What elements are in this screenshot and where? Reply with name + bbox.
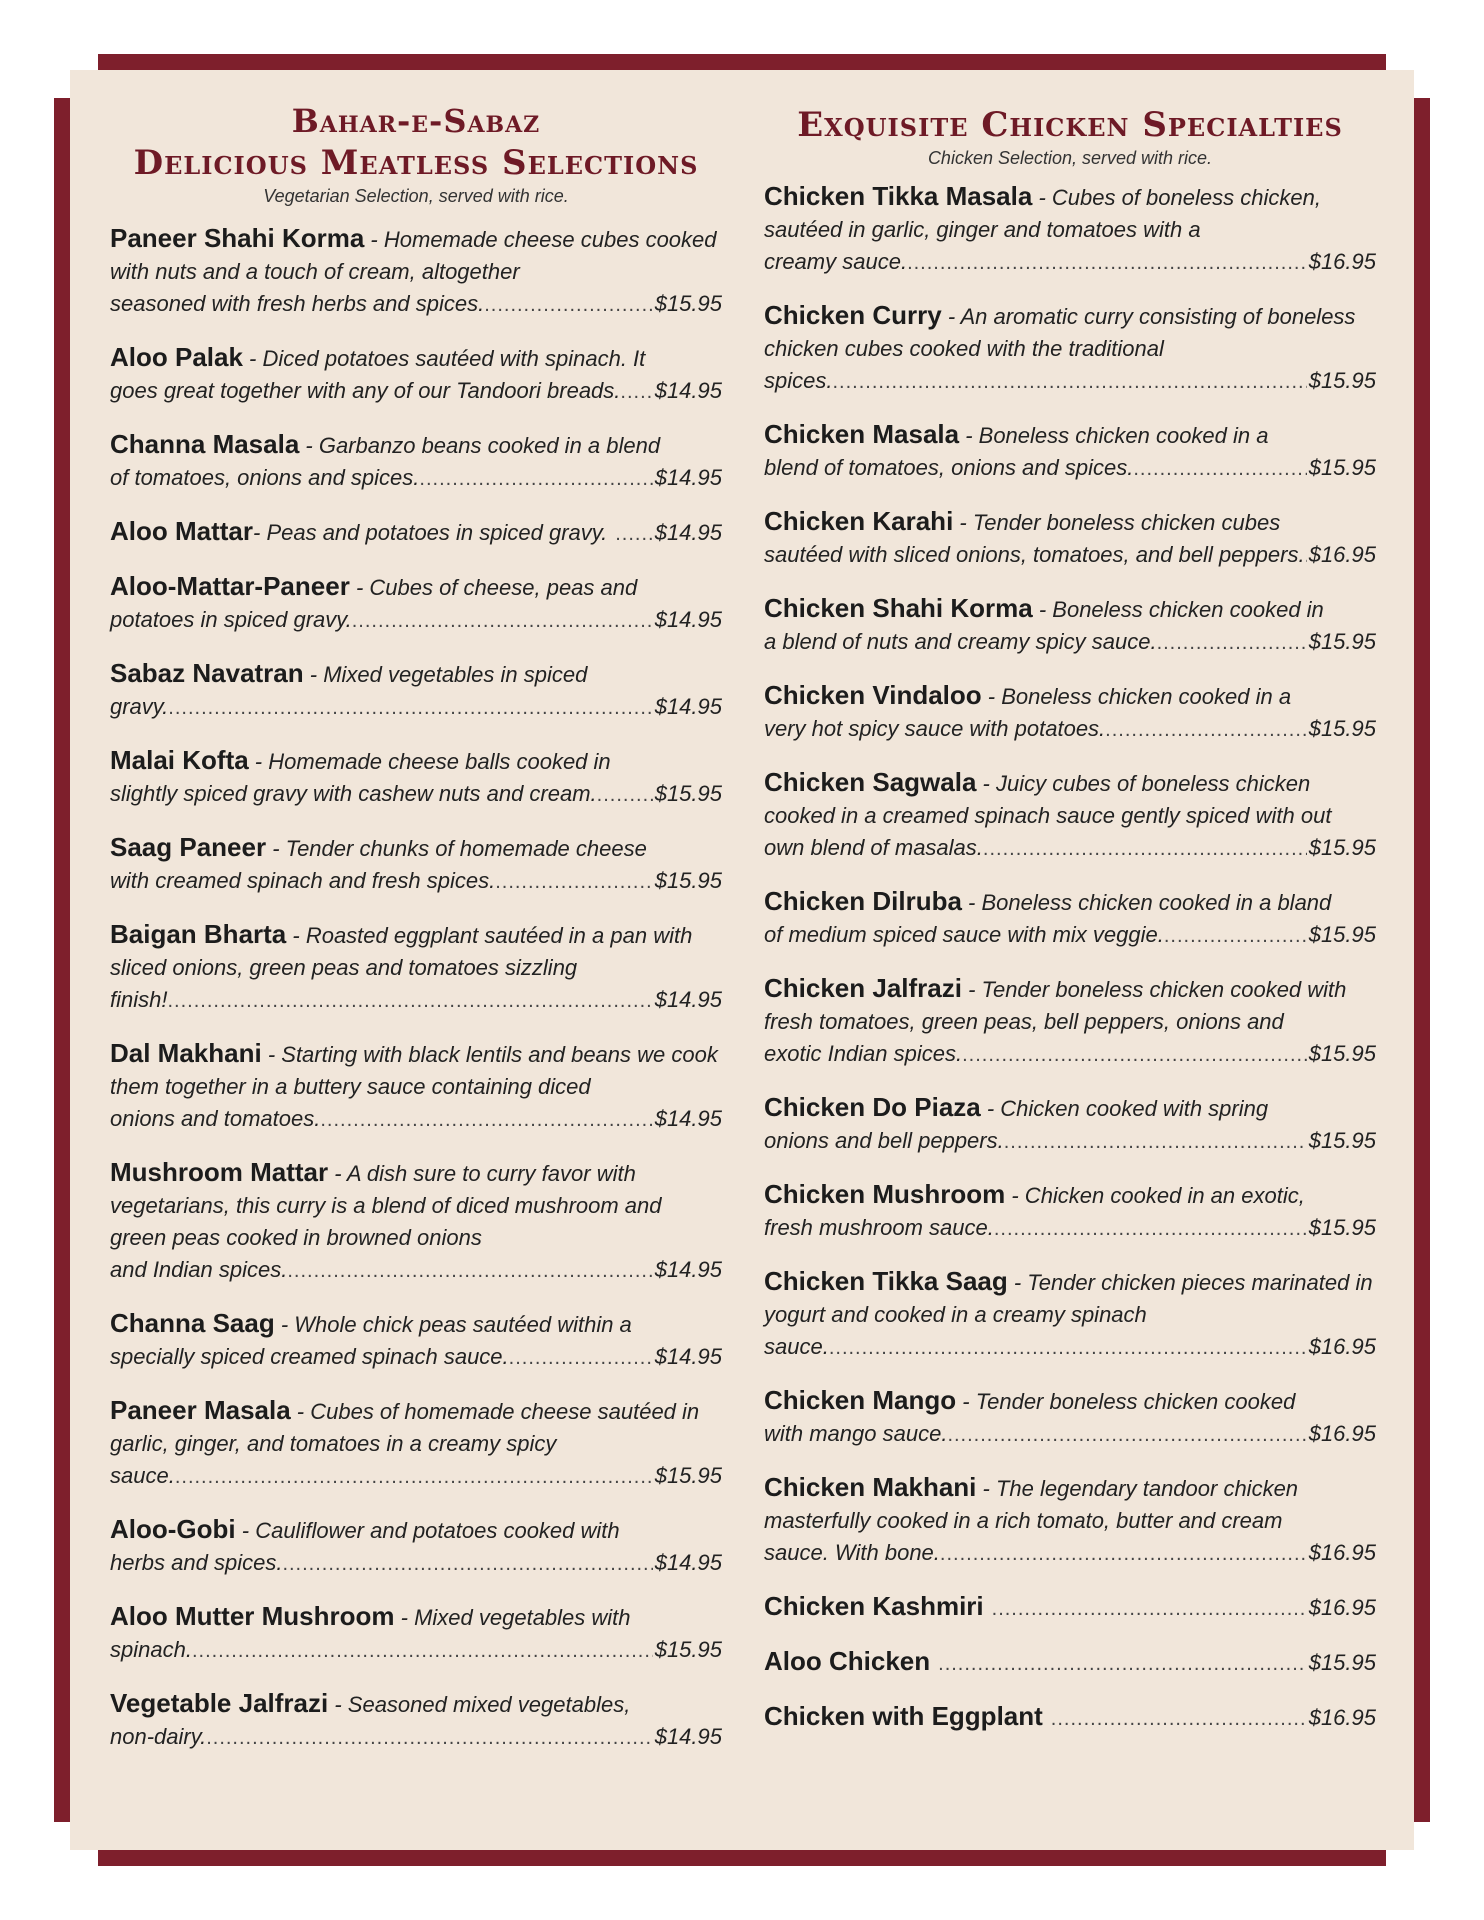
section-title: Exquisite Chicken Specialties [797, 105, 1343, 145]
dot-leader [1164, 920, 1307, 952]
menu-item-description: fresh mushroom sauce. [764, 1215, 994, 1240]
menu-item [110, 222, 722, 321]
menu-item-price: $16.95 [1308, 1705, 1376, 1730]
dot-leader [983, 833, 1307, 865]
menu-item-price: $14.95 [654, 1724, 722, 1749]
menu-item-price: $16.95 [1308, 249, 1376, 274]
menu-item-name: Aloo Mutter Mushroom [110, 1601, 395, 1631]
menu-item-description: - Boneless chicken cooked in a [959, 423, 1269, 448]
dot-leader [938, 1648, 1307, 1680]
dot-leader [620, 376, 652, 408]
menu-item-name: Baigan Bharta [110, 919, 287, 949]
menu-item-price: $15.95 [654, 781, 722, 806]
menu-item-description: - Mixed vegetables with [394, 1605, 631, 1630]
menu-item-description: - An aromatic curry consisting of boneless chicken cubes cooked with the traditional [764, 304, 1356, 361]
menu-item-description: sauce. With bone. [764, 1540, 940, 1565]
menu-item-description: - Cubes of cheese, peas and [349, 575, 638, 600]
menu-item-description: sauce. [764, 1334, 829, 1359]
menu-item-description: - Chicken cooked in an exotic, [1005, 1183, 1305, 1208]
menu-item-price: $14.95 [654, 520, 722, 545]
menu-item-description: gravy. [110, 694, 169, 719]
menu-item [110, 570, 722, 637]
dot-leader [484, 289, 652, 321]
menu-item-description: - Homemade cheese cubes cooked with nuts and a touch of cream, altogether [110, 227, 717, 284]
menu-item [110, 428, 722, 495]
dot-leader [168, 692, 652, 724]
dot-leader [495, 866, 653, 898]
section-title: Bahar-e-Sabaz [291, 102, 541, 140]
menu-item-description: potatoes in spiced gravy. [110, 607, 352, 632]
menu-item-description: - The legendary tandoor chicken masterfully cooked in a rich tomato, butter and cream [764, 1476, 1299, 1533]
menu-item-price: $15.95 [1308, 368, 1376, 393]
menu-item-price: $15.95 [1308, 629, 1376, 654]
dot-leader [940, 1538, 1307, 1570]
menu-item-description: - Tender chunks of homemade cheese [266, 836, 647, 861]
dot-leader [829, 1332, 1307, 1364]
menu-item-price: $15.95 [1308, 1650, 1376, 1675]
menu-item-name: Chicken Mango [764, 1385, 957, 1415]
menu-item-price: $15.95 [1308, 1215, 1376, 1240]
dot-leader [419, 463, 652, 495]
menu-item-description: of tomatoes, onions and spices. [110, 465, 420, 490]
menu-item [110, 1156, 722, 1287]
menu-item-price: $15.95 [1308, 1128, 1376, 1153]
menu-item-description: with creamed spinach and fresh spices. [110, 868, 496, 893]
dot-leader [175, 1461, 653, 1493]
menu-item [110, 1307, 722, 1374]
menu-item-price: $14.95 [654, 1344, 722, 1369]
menu-item [110, 918, 722, 1017]
menu-item-name: Chicken Vindaloo [764, 680, 982, 710]
menu-item [764, 1091, 1376, 1158]
menu-item-price: $15.95 [1308, 455, 1376, 480]
dot-leader [615, 518, 652, 550]
menu-item-name: Chicken Sagwala [764, 767, 977, 797]
menu-item-name: Chicken Shahi Korma [764, 593, 1033, 623]
menu-item-price: $15.95 [654, 291, 722, 316]
menu-item-name: Chicken Tikka Masala [764, 181, 1033, 211]
menu-item [110, 744, 722, 811]
menu-item-description: - Mixed vegetables in spiced [303, 662, 588, 687]
menu-item-name: Aloo-Gobi [110, 1514, 236, 1544]
menu-item-price: $14.95 [654, 607, 722, 632]
menu-item-description: - Cubes of homemade cheese sautéed in garlic, ginger, and tomatoes in a creamy spicy [110, 1399, 700, 1456]
menu-item-list [110, 222, 722, 1754]
menu-item-price: $16.95 [1308, 1334, 1376, 1359]
dot-leader [1157, 627, 1307, 659]
menu-item-description: - Cubes of boneless chicken, sautéed in garlic, ginger and tomatoes with a [764, 185, 1321, 242]
menu-item [110, 1687, 722, 1754]
menu-item-price: $15.95 [654, 1637, 722, 1662]
menu-item [764, 592, 1376, 659]
menu-item-price: $14.95 [654, 1106, 722, 1131]
menu-item-description: - Garbanzo beans cooked in a blend [299, 433, 661, 458]
menu-item-description: own blend of masalas. [764, 835, 983, 860]
menu-item-description: goes great together with any of our Tandoori breads. [110, 378, 621, 403]
menu-item [764, 766, 1376, 865]
menu-item [764, 1178, 1376, 1245]
dot-leader [167, 985, 652, 1017]
menu-item-description: sauce. [110, 1463, 175, 1488]
dot-leader [192, 1635, 653, 1667]
menu-item-price: $14.95 [654, 694, 722, 719]
menu-item-name: Dal Makhani [110, 1038, 262, 1068]
menu-item-description: spices. [764, 368, 833, 393]
menu-item-description: a blend of nuts and creamy spicy sauce. [764, 629, 1157, 654]
menu-item-description: non-dairy. [110, 1724, 207, 1749]
menu-item-name: Chicken Karahi [764, 506, 954, 536]
menu-item [764, 1590, 1376, 1625]
menu-item-price: $16.95 [1308, 1540, 1376, 1565]
menu-item-name: Chicken with Eggplant [764, 1701, 1043, 1731]
menu-item-name: Sabaz Navatran [110, 658, 304, 688]
dot-leader [206, 1722, 653, 1754]
vegetarian-section [110, 100, 722, 1774]
menu-item-description: - Peas and potatoes in spiced gravy. [253, 520, 608, 545]
menu-item-name: Channa Saag [110, 1308, 275, 1338]
menu-item-description: slightly spiced gravy with cashew nuts and cream. [110, 781, 597, 806]
dot-leader [832, 366, 1306, 398]
menu-item-name: Chicken Do Piaza [764, 1092, 981, 1122]
menu-item-description: - Juicy cubes of boneless chicken cooked in a creamed spinach sauce gently spiced with out [764, 771, 1332, 828]
menu-item-name: Chicken Kashmiri [764, 1591, 984, 1621]
dot-leader [962, 1039, 1307, 1071]
menu-item-list [764, 180, 1376, 1735]
menu-item [764, 299, 1376, 398]
menu-item-price: $16.95 [1308, 1421, 1376, 1446]
menu-item-description: - Roasted eggplant sautéed in a pan with sliced onions, green peas and tomatoes sizzling [110, 923, 693, 980]
menu-item-description: with mango sauce. [764, 1421, 948, 1446]
dot-leader [352, 605, 653, 637]
menu-item-name: Paneer Shahi Korma [110, 223, 365, 253]
menu-item-description: - Tender boneless chicken cubes [953, 510, 1281, 535]
menu-item [110, 1600, 722, 1667]
dot-leader [597, 779, 653, 811]
menu-item-name: Chicken Jalfrazi [764, 973, 962, 1003]
menu-item [764, 1700, 1376, 1735]
menu-item-description: - Tender boneless chicken cooked [956, 1389, 1296, 1414]
menu-item-price: $15.95 [654, 868, 722, 893]
dot-leader [282, 1548, 652, 1580]
menu-item [764, 418, 1376, 485]
menu-item-description: - Tender boneless chicken cooked with fresh tomatoes, green peas, bell peppers, onions and [764, 977, 1347, 1034]
menu-item [110, 1513, 722, 1580]
menu-item [764, 1265, 1376, 1364]
menu-item-description: sautéed with sliced onions, tomatoes, and bell peppers. [764, 542, 1305, 567]
menu-item [110, 657, 722, 724]
menu-item-description: very hot spicy sauce with potatoes. [764, 716, 1106, 741]
dot-leader [1133, 453, 1306, 485]
menu-item-price: $15.95 [1308, 922, 1376, 947]
dot-leader [947, 1419, 1306, 1451]
menu-item-description: of medium spiced sauce with mix veggie. [764, 922, 1164, 947]
menu-item-name: Chicken Mushroom [764, 1179, 1006, 1209]
menu-item-price: $15.95 [654, 1463, 722, 1488]
menu-item [110, 1394, 722, 1493]
menu-item-description: exotic Indian spices. [764, 1041, 963, 1066]
menu-item-description: - Boneless chicken cooked in a [981, 684, 1292, 709]
menu-item-price: $14.95 [654, 1550, 722, 1575]
menu-item [764, 1645, 1376, 1680]
menu-item-name: Chicken Masala [764, 419, 960, 449]
menu-item-description: spinach. [110, 1637, 192, 1662]
menu-item [110, 831, 722, 898]
menu-item-price: $16.95 [1308, 1595, 1376, 1620]
menu-item-description: - Chicken cooked with spring [980, 1096, 1269, 1121]
menu-item-price: $15.95 [1308, 716, 1376, 741]
menu-item-description: onions and tomatoes. [110, 1106, 321, 1131]
menu-item-price: $14.95 [654, 987, 722, 1012]
section-title: Delicious Meatless Selections [133, 143, 699, 183]
menu-item-price: $16.95 [1308, 542, 1376, 567]
menu-item-description: - Boneless chicken cooked in a bland [961, 890, 1332, 915]
dot-leader [907, 247, 1307, 279]
menu-item-name: Mushroom Mattar [110, 1157, 329, 1187]
menu-item-description: blend of tomatoes, onions and spices. [764, 455, 1134, 480]
menu-item-description: specially spiced creamed spinach sauce. [110, 1344, 509, 1369]
menu-item [764, 1471, 1376, 1570]
dot-leader [992, 1593, 1307, 1625]
menu-item-description: - Homemade cheese balls cooked in [248, 749, 611, 774]
menu-item-name: Chicken Tikka Saag [764, 1266, 1008, 1296]
dot-leader [320, 1104, 652, 1136]
menu-item [764, 885, 1376, 952]
dot-leader [509, 1342, 653, 1374]
menu-item-name: Paneer Masala [110, 1395, 291, 1425]
menu-item-name: Chicken Makhani [764, 1472, 977, 1502]
menu-item-price: $14.95 [654, 1257, 722, 1282]
menu-item-description: finish! [110, 987, 168, 1012]
menu-item-description: - Seasoned mixed vegetables, [328, 1692, 631, 1717]
menu-item-description: - Cauliflower and potatoes cooked with [235, 1518, 620, 1543]
menu-item-description: creamy sauce. [764, 249, 908, 274]
dot-leader [1105, 714, 1307, 746]
menu-item [764, 1384, 1376, 1451]
menu-item-description: - Whole chick peas sautéed within a [274, 1312, 632, 1337]
menu-item-description: herbs and spices. [110, 1550, 283, 1575]
menu-item-description: - A dish sure to curry favor with vegetarians, this curry is a blend of diced mushroom and green peas cooked in browned onions [110, 1161, 662, 1250]
menu-item [110, 515, 722, 550]
menu-item [764, 972, 1376, 1071]
menu-item-description: onions and bell peppers. [764, 1128, 1004, 1153]
menu-item-description: and Indian spices. [110, 1257, 288, 1282]
section-subtitle: Vegetarian Selection, served with rice. [263, 186, 569, 206]
menu-item-name: Aloo Mattar [110, 516, 253, 546]
menu-item-name: Chicken Dilruba [764, 886, 962, 916]
dot-leader [1004, 1126, 1307, 1158]
menu-item-description: seasoned with fresh herbs and spices. [110, 291, 485, 316]
menu-item-name: Channa Masala [110, 429, 300, 459]
menu-item-name: Vegetable Jalfrazi [110, 1688, 329, 1718]
menu-item-name: Aloo-Mattar-Paneer [110, 571, 350, 601]
menu-item [764, 180, 1376, 279]
menu-item [110, 341, 722, 408]
menu-item-name: Saag Paneer [110, 832, 267, 862]
menu-item-description: - Starting with black lentils and beans we cook them together in a buttery sauce containing diced [110, 1042, 718, 1099]
menu-item-price: $14.95 [654, 465, 722, 490]
menu-item [764, 679, 1376, 746]
menu-item-name: Chicken Curry [764, 300, 942, 330]
menu-item-description: - Boneless chicken cooked in [1032, 597, 1324, 622]
dot-leader [287, 1255, 652, 1287]
menu-item-description: - Tender chicken pieces marinated in yogurt and cooked in a creamy spinach [764, 1270, 1373, 1327]
dot-leader [1051, 1703, 1307, 1735]
menu-item-description: - Diced potatoes sautéed with spinach. It [242, 346, 646, 371]
menu-item [110, 1037, 722, 1136]
menu-item-price: $14.95 [654, 378, 722, 403]
menu-item-price: $15.95 [1308, 835, 1376, 860]
menu-item-price: $15.95 [1308, 1041, 1376, 1066]
menu-item-name: Aloo Chicken [764, 1646, 931, 1676]
dot-leader [994, 1213, 1307, 1245]
menu-item-name: Malai Kofta [110, 745, 249, 775]
menu-item-name: Aloo Palak [110, 342, 243, 372]
section-subtitle: Chicken Selection, served with rice. [927, 148, 1213, 168]
chicken-section [764, 100, 1376, 1755]
menu-item [764, 505, 1376, 572]
